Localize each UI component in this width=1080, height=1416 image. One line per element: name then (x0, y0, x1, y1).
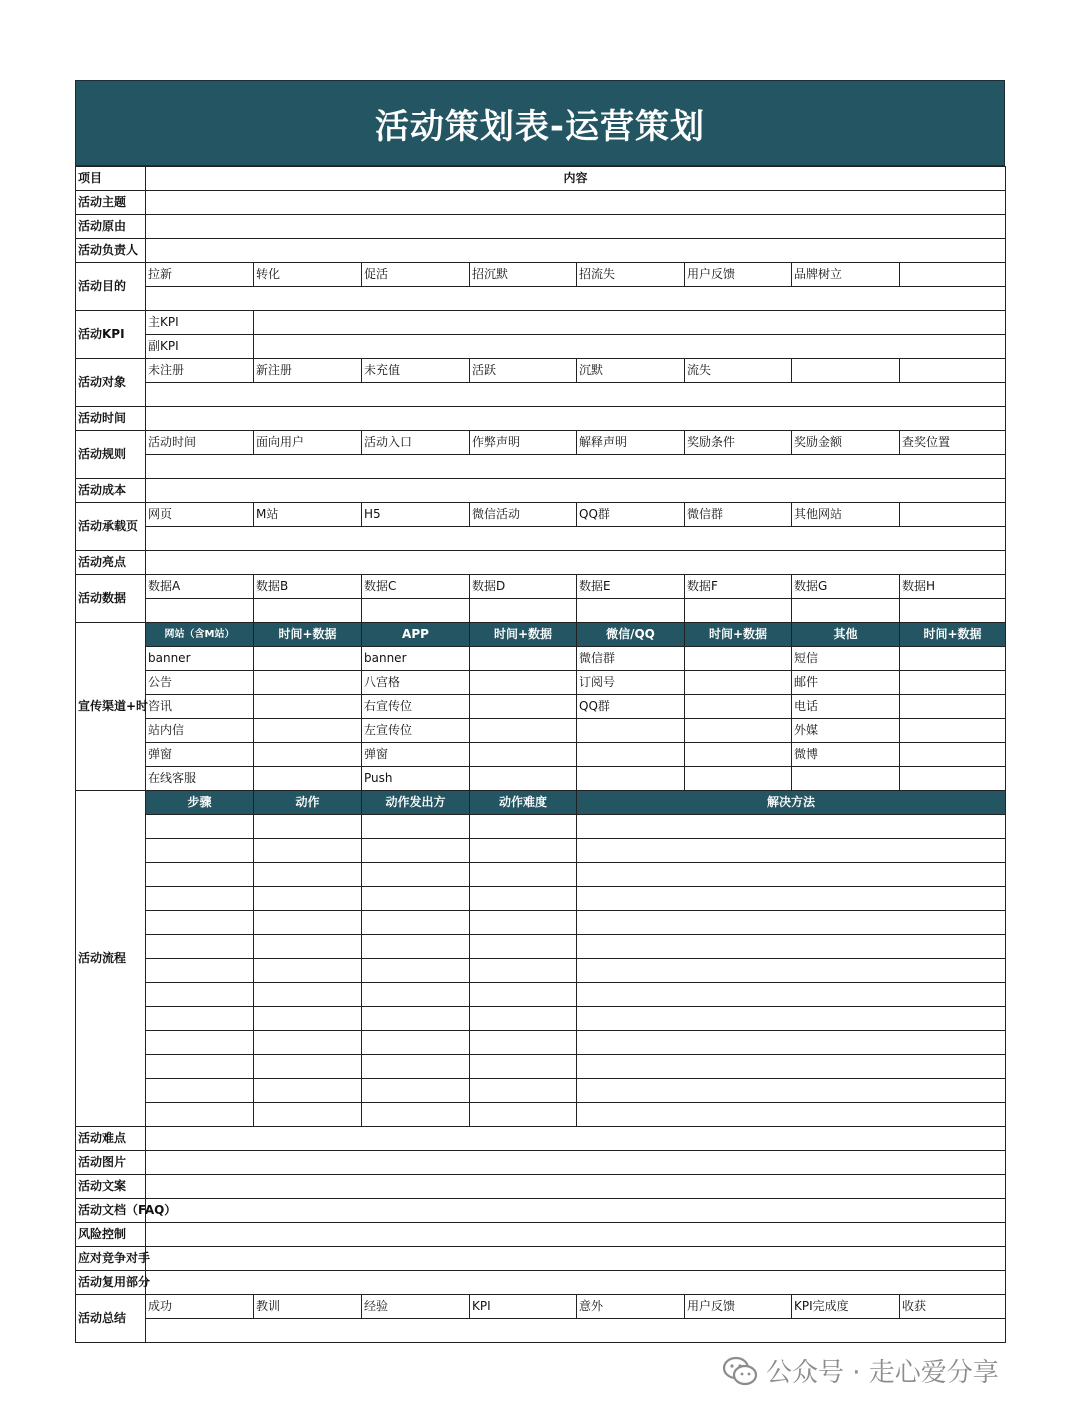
channel-header: 时间+数据 (900, 623, 1006, 647)
channel-cell: 站内信 (146, 719, 254, 743)
process-cell[interactable] (362, 863, 470, 887)
process-cell[interactable] (254, 1007, 362, 1031)
channel-cell[interactable] (685, 647, 792, 671)
row-label-reason: 活动原由 (76, 215, 146, 239)
process-cell[interactable] (362, 911, 470, 935)
input-cell[interactable] (146, 407, 1006, 431)
option-cell: 数据F (685, 575, 792, 599)
process-cell[interactable] (362, 959, 470, 983)
process-cell[interactable] (146, 1007, 254, 1031)
table-row (76, 215, 1006, 239)
table-row (76, 911, 1006, 935)
table-row (76, 575, 1006, 599)
table-row (76, 599, 1006, 623)
process-cell[interactable] (146, 887, 254, 911)
table-row (76, 959, 1006, 983)
kpi-label: 主KPI (146, 311, 254, 335)
table-row (76, 1295, 1006, 1319)
input-cell[interactable] (146, 239, 1006, 263)
channel-cell: 八宫格 (362, 671, 470, 695)
channel-cell[interactable] (685, 719, 792, 743)
row-label-rules: 活动规则 (76, 431, 146, 479)
option-cell: 成功 (146, 1295, 254, 1319)
input-cell[interactable] (146, 551, 1006, 575)
table-row (76, 1055, 1006, 1079)
option-cell: 奖励金额 (792, 431, 900, 455)
channel-cell[interactable] (254, 647, 362, 671)
input-cell[interactable] (146, 599, 254, 623)
option-cell: 招沉默 (470, 263, 577, 287)
option-cell: 作弊声明 (470, 431, 577, 455)
watermark-text: 公众号 · 走心爱分享 (766, 1358, 999, 1388)
option-cell: 沉默 (577, 359, 685, 383)
process-cell[interactable] (362, 1031, 470, 1055)
table-row (76, 791, 1006, 815)
process-cell[interactable] (577, 911, 1006, 935)
row-label-kpi: 活动KPI (76, 311, 146, 359)
option-cell: 用户反馈 (685, 263, 792, 287)
option-cell: 面向用户 (254, 431, 362, 455)
option-cell: 转化 (254, 263, 362, 287)
channel-cell[interactable] (254, 767, 362, 791)
table-row (76, 407, 1006, 431)
channel-cell[interactable] (470, 767, 577, 791)
channel-cell[interactable] (685, 743, 792, 767)
option-cell: 活跃 (470, 359, 577, 383)
channel-cell[interactable] (254, 743, 362, 767)
channel-cell (792, 767, 900, 791)
process-cell[interactable] (577, 815, 1006, 839)
process-cell[interactable] (254, 983, 362, 1007)
option-cell: 经验 (362, 1295, 470, 1319)
table-row (76, 287, 1006, 311)
process-cell[interactable] (470, 911, 577, 935)
table-row (76, 935, 1006, 959)
table-row (76, 311, 1006, 335)
input-cell[interactable] (146, 527, 1006, 551)
process-cell[interactable] (577, 1079, 1006, 1103)
process-cell[interactable] (146, 935, 254, 959)
input-cell[interactable] (685, 599, 792, 623)
option-cell: 数据B (254, 575, 362, 599)
option-cell: 意外 (577, 1295, 685, 1319)
channel-cell[interactable] (470, 719, 577, 743)
input-cell[interactable] (146, 1199, 1006, 1223)
option-cell: 数据H (900, 575, 1006, 599)
process-cell[interactable] (362, 1103, 470, 1127)
table-row (76, 1151, 1006, 1175)
channel-cell[interactable] (900, 767, 1006, 791)
process-cell[interactable] (470, 1055, 577, 1079)
row-label-highlight: 活动亮点 (76, 551, 146, 575)
option-cell: 流失 (685, 359, 792, 383)
process-cell[interactable] (146, 863, 254, 887)
option-cell: 查奖位置 (900, 431, 1006, 455)
table-row (76, 1271, 1006, 1295)
channel-cell: 弹窗 (146, 743, 254, 767)
process-cell[interactable] (362, 1055, 470, 1079)
option-cell: 数据G (792, 575, 900, 599)
process-cell[interactable] (254, 839, 362, 863)
channel-cell[interactable] (900, 719, 1006, 743)
option-cell: 数据E (577, 575, 685, 599)
option-cell: 未注册 (146, 359, 254, 383)
process-cell[interactable] (577, 935, 1006, 959)
process-cell[interactable] (362, 1079, 470, 1103)
option-cell: QQ群 (577, 503, 685, 527)
channel-header: 时间+数据 (470, 623, 577, 647)
input-cell[interactable] (900, 599, 1006, 623)
process-cell[interactable] (470, 983, 577, 1007)
table-row (76, 647, 1006, 671)
channel-cell: 微博 (792, 743, 900, 767)
process-cell[interactable] (362, 983, 470, 1007)
row-label-data: 活动数据 (76, 575, 146, 623)
wechat-icon (722, 1356, 758, 1386)
table-row (76, 1319, 1006, 1343)
table-row (76, 383, 1006, 407)
option-cell: 微信群 (685, 503, 792, 527)
input-cell[interactable] (146, 191, 1006, 215)
channel-cell[interactable] (685, 767, 792, 791)
channel-header: APP (362, 623, 470, 647)
channel-cell[interactable] (254, 671, 362, 695)
table-row (76, 335, 1006, 359)
process-cell[interactable] (470, 815, 577, 839)
input-cell[interactable] (146, 1151, 1006, 1175)
table-row (76, 671, 1006, 695)
process-cell[interactable] (470, 1031, 577, 1055)
channel-cell[interactable] (470, 743, 577, 767)
process-cell[interactable] (362, 935, 470, 959)
option-cell (900, 263, 1006, 287)
channel-cell: QQ群 (577, 695, 685, 719)
row-label-channels: 宣传渠道+时 (76, 623, 146, 791)
channel-cell: 弹窗 (362, 743, 470, 767)
table-row (76, 359, 1006, 383)
option-cell: 数据A (146, 575, 254, 599)
table-row (76, 431, 1006, 455)
channel-cell[interactable] (900, 671, 1006, 695)
table-row (76, 239, 1006, 263)
input-cell[interactable] (146, 1247, 1006, 1271)
process-cell[interactable] (470, 935, 577, 959)
channel-cell: 外媒 (792, 719, 900, 743)
table-row (76, 1199, 1006, 1223)
content-header: 内容 (146, 167, 1006, 191)
row-label-summary: 活动总结 (76, 1295, 146, 1343)
channel-cell: banner (362, 647, 470, 671)
process-cell[interactable] (146, 1079, 254, 1103)
process-cell[interactable] (254, 1031, 362, 1055)
option-cell: 教训 (254, 1295, 362, 1319)
table-row (76, 743, 1006, 767)
channel-cell[interactable] (254, 695, 362, 719)
input-cell[interactable] (254, 335, 1006, 359)
table-row (76, 695, 1006, 719)
input-cell[interactable] (362, 599, 470, 623)
table-row (76, 167, 1006, 191)
table-row (76, 479, 1006, 503)
channel-cell: 公告 (146, 671, 254, 695)
input-cell[interactable] (792, 599, 900, 623)
row-label-time: 活动时间 (76, 407, 146, 431)
option-cell: 品牌树立 (792, 263, 900, 287)
table-row (76, 983, 1006, 1007)
option-cell (900, 503, 1006, 527)
process-cell[interactable] (254, 935, 362, 959)
input-cell[interactable] (577, 599, 685, 623)
channel-cell (577, 719, 685, 743)
process-cell[interactable] (577, 887, 1006, 911)
table-row (76, 815, 1006, 839)
process-cell[interactable] (254, 1103, 362, 1127)
table-row (76, 191, 1006, 215)
process-cell[interactable] (146, 1031, 254, 1055)
channel-cell: Push (362, 767, 470, 791)
input-cell[interactable] (146, 1175, 1006, 1199)
option-cell: 拉新 (146, 263, 254, 287)
process-header: 动作难度 (470, 791, 577, 815)
row-label-images: 活动图片 (76, 1151, 146, 1175)
channel-cell: 在线客服 (146, 767, 254, 791)
input-cell[interactable] (146, 479, 1006, 503)
process-cell[interactable] (577, 1031, 1006, 1055)
process-header: 步骤 (146, 791, 254, 815)
process-header: 动作 (254, 791, 362, 815)
option-cell: 数据C (362, 575, 470, 599)
process-cell[interactable] (362, 887, 470, 911)
table-row (76, 767, 1006, 791)
table-row (76, 863, 1006, 887)
input-cell[interactable] (146, 1127, 1006, 1151)
process-cell[interactable] (577, 1103, 1006, 1127)
process-cell[interactable] (146, 983, 254, 1007)
channel-header: 时间+数据 (254, 623, 362, 647)
table-row (76, 1031, 1006, 1055)
process-cell[interactable] (254, 911, 362, 935)
process-header: 解决方法 (577, 791, 1006, 815)
process-cell[interactable] (146, 1103, 254, 1127)
process-cell[interactable] (577, 959, 1006, 983)
process-cell[interactable] (146, 911, 254, 935)
option-cell: KPI完成度 (792, 1295, 900, 1319)
row-label-docs: 活动文档（FAQ） (76, 1199, 146, 1223)
channel-cell: 左宣传位 (362, 719, 470, 743)
process-cell[interactable] (254, 959, 362, 983)
input-cell[interactable] (146, 1271, 1006, 1295)
row-label-target: 活动对象 (76, 359, 146, 407)
row-label-cost: 活动成本 (76, 479, 146, 503)
table-row (76, 527, 1006, 551)
option-cell: M站 (254, 503, 362, 527)
table-row (76, 623, 1006, 647)
process-cell[interactable] (470, 1103, 577, 1127)
table-row (76, 1223, 1006, 1247)
option-cell: H5 (362, 503, 470, 527)
process-cell[interactable] (254, 815, 362, 839)
channel-header: 时间+数据 (685, 623, 792, 647)
process-cell[interactable] (470, 959, 577, 983)
channel-header: 网站（含M站） (146, 623, 254, 647)
process-cell[interactable] (577, 1055, 1006, 1079)
item-header: 项目 (76, 167, 146, 191)
planning-sheet (75, 80, 1005, 1343)
input-cell[interactable] (254, 311, 1006, 335)
process-cell[interactable] (146, 959, 254, 983)
channel-cell: 电话 (792, 695, 900, 719)
option-cell: 促活 (362, 263, 470, 287)
table-row (76, 1175, 1006, 1199)
input-cell[interactable] (470, 599, 577, 623)
process-cell[interactable] (470, 1079, 577, 1103)
option-cell: 未充值 (362, 359, 470, 383)
row-label-owner: 活动负责人 (76, 239, 146, 263)
channel-cell[interactable] (470, 671, 577, 695)
row-label-goal: 活动目的 (76, 263, 146, 311)
watermark (722, 1352, 999, 1389)
input-cell[interactable] (146, 1223, 1006, 1247)
channel-cell: 邮件 (792, 671, 900, 695)
channel-cell: 右宣传位 (362, 695, 470, 719)
table-row (76, 887, 1006, 911)
row-label-process: 活动流程 (76, 791, 146, 1127)
channel-cell: 短信 (792, 647, 900, 671)
process-cell[interactable] (254, 863, 362, 887)
table-row (76, 1247, 1006, 1271)
channel-cell[interactable] (470, 695, 577, 719)
table-row (76, 719, 1006, 743)
row-label-carrier: 活动承载页 (76, 503, 146, 551)
option-cell: KPI (470, 1295, 577, 1319)
process-cell[interactable] (470, 1007, 577, 1031)
input-cell[interactable] (146, 215, 1006, 239)
process-cell[interactable] (470, 839, 577, 863)
option-cell: 网页 (146, 503, 254, 527)
row-label-reuse: 活动复用部分 (76, 1271, 146, 1295)
row-label-difficulty: 活动难点 (76, 1127, 146, 1151)
input-cell[interactable] (254, 599, 362, 623)
process-cell[interactable] (470, 887, 577, 911)
option-cell (900, 359, 1006, 383)
planning-table (75, 166, 1006, 1343)
kpi-label: 副KPI (146, 335, 254, 359)
process-cell[interactable] (146, 839, 254, 863)
process-cell[interactable] (470, 863, 577, 887)
row-label-risk: 风险控制 (76, 1223, 146, 1247)
channel-cell[interactable] (470, 647, 577, 671)
row-label-theme: 活动主题 (76, 191, 146, 215)
channel-cell: 微信群 (577, 647, 685, 671)
channel-header: 其他 (792, 623, 900, 647)
process-cell[interactable] (577, 1007, 1006, 1031)
input-cell[interactable] (146, 383, 1006, 407)
option-cell: 活动时间 (146, 431, 254, 455)
channel-cell[interactable] (685, 671, 792, 695)
process-cell[interactable] (577, 983, 1006, 1007)
process-cell[interactable] (577, 863, 1006, 887)
input-cell[interactable] (146, 1319, 1006, 1343)
row-label-copy: 活动文案 (76, 1175, 146, 1199)
channel-cell[interactable] (900, 743, 1006, 767)
channel-cell: 咨讯 (146, 695, 254, 719)
table-row (76, 551, 1006, 575)
process-cell[interactable] (577, 839, 1006, 863)
channel-cell[interactable] (254, 719, 362, 743)
sheet-title: 活动策划表-运营策划 (75, 80, 1005, 166)
row-label-competitor: 应对竞争对手 (76, 1247, 146, 1271)
table-row (76, 1079, 1006, 1103)
process-cell[interactable] (146, 815, 254, 839)
channel-cell (577, 767, 685, 791)
process-cell[interactable] (254, 1079, 362, 1103)
table-row (76, 839, 1006, 863)
channel-cell[interactable] (685, 695, 792, 719)
process-cell[interactable] (362, 815, 470, 839)
channel-header: 微信/QQ (577, 623, 685, 647)
channel-cell: banner (146, 647, 254, 671)
table-row (76, 455, 1006, 479)
option-cell: 其他网站 (792, 503, 900, 527)
table-row (76, 263, 1006, 287)
option-cell: 数据D (470, 575, 577, 599)
option-cell: 招流失 (577, 263, 685, 287)
option-cell: 用户反馈 (685, 1295, 792, 1319)
option-cell: 活动入口 (362, 431, 470, 455)
channel-cell[interactable] (900, 695, 1006, 719)
process-cell[interactable] (362, 839, 470, 863)
table-row (76, 1127, 1006, 1151)
process-header: 动作发出方 (362, 791, 470, 815)
table-row (76, 1103, 1006, 1127)
channel-cell (577, 743, 685, 767)
option-cell: 微信活动 (470, 503, 577, 527)
process-cell[interactable] (254, 1055, 362, 1079)
channel-cell: 订阅号 (577, 671, 685, 695)
option-cell: 新注册 (254, 359, 362, 383)
table-row (76, 503, 1006, 527)
channel-cell[interactable] (900, 647, 1006, 671)
process-cell[interactable] (146, 1055, 254, 1079)
input-cell[interactable] (146, 287, 1006, 311)
option-cell: 收获 (900, 1295, 1006, 1319)
table-row (76, 1007, 1006, 1031)
process-cell[interactable] (362, 1007, 470, 1031)
option-cell (792, 359, 900, 383)
input-cell[interactable] (146, 455, 1006, 479)
option-cell: 奖励条件 (685, 431, 792, 455)
process-cell[interactable] (254, 887, 362, 911)
option-cell: 解释声明 (577, 431, 685, 455)
